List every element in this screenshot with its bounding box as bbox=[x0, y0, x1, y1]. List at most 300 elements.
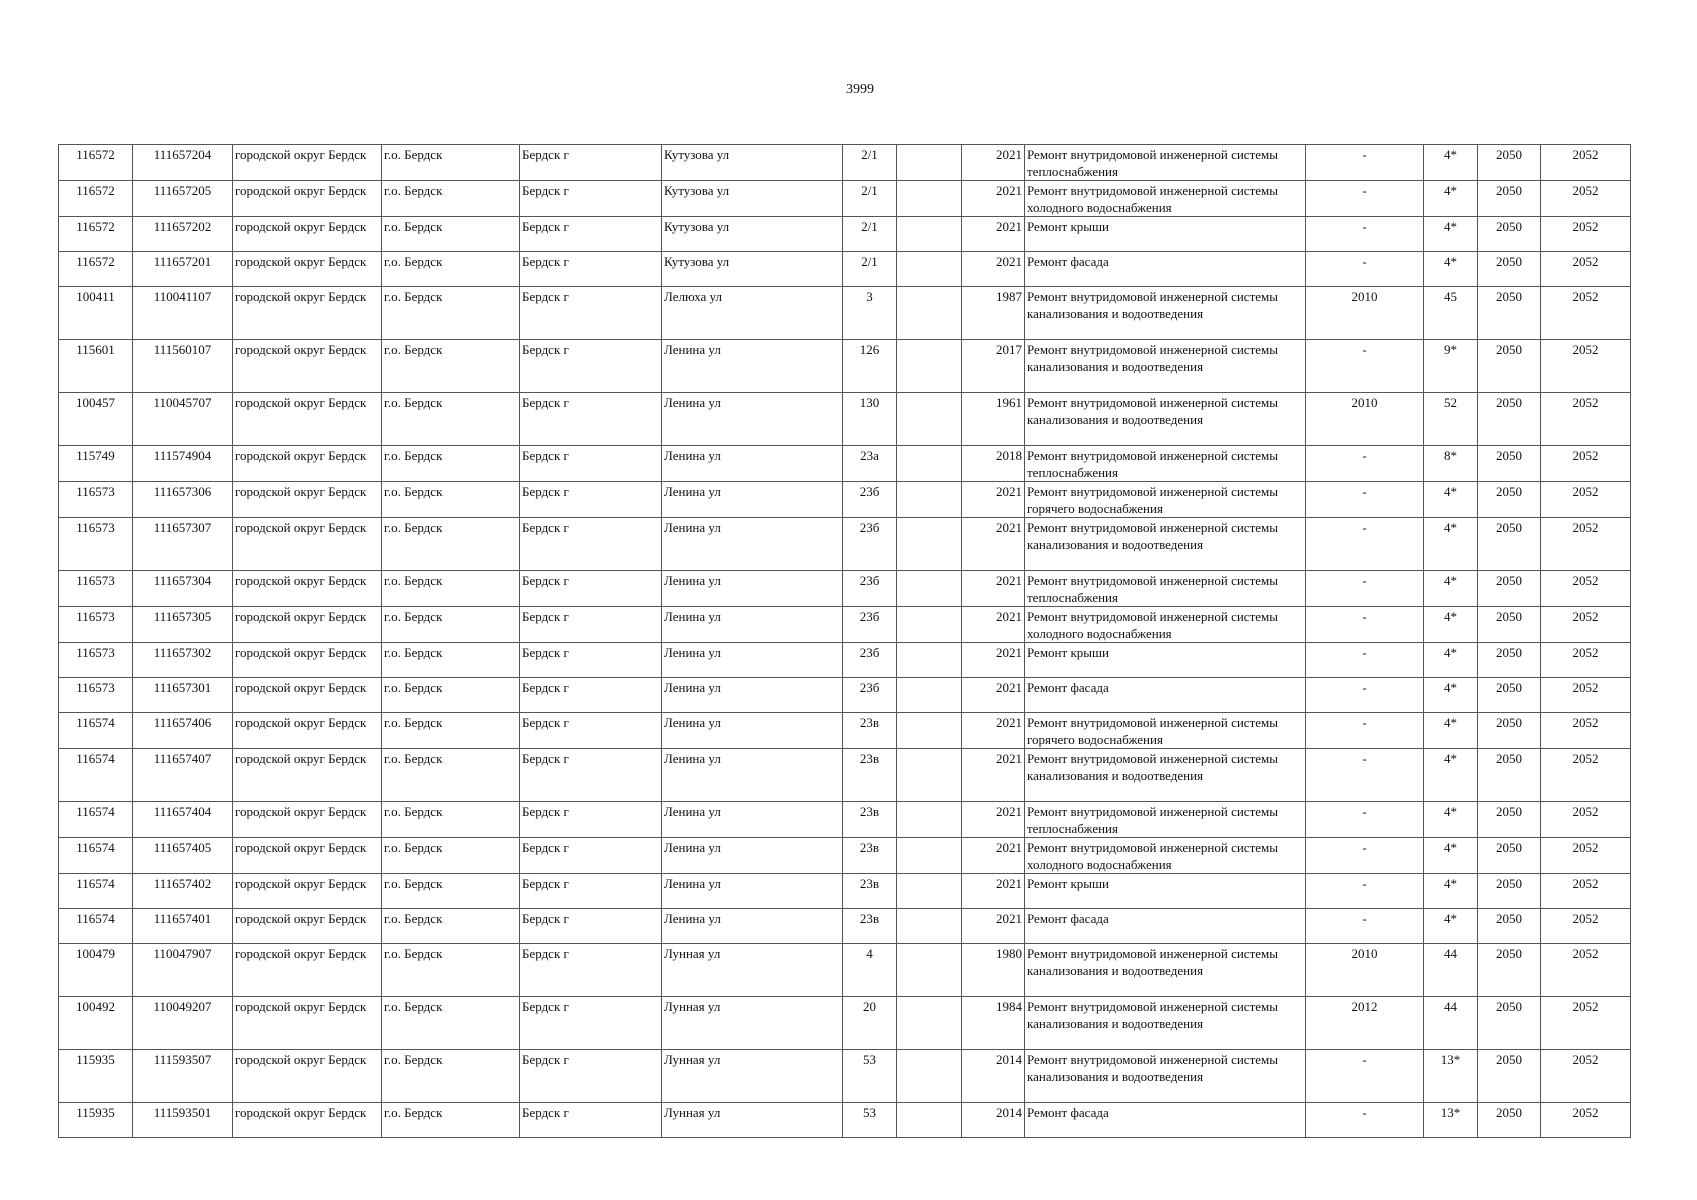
wear-cell: 4* bbox=[1424, 749, 1478, 802]
building-cell bbox=[897, 518, 962, 571]
wear-cell: 4* bbox=[1424, 482, 1478, 518]
locality-cell: Бердск г bbox=[520, 713, 662, 749]
locality-cell: Бердск г bbox=[520, 909, 662, 944]
district-cell: г.о. Бердск bbox=[382, 874, 520, 909]
house-id-cell: 116574 bbox=[59, 838, 133, 874]
work-id-cell: 111657405 bbox=[133, 838, 233, 874]
commission-year-cell: 1980 bbox=[962, 944, 1025, 997]
house-id-cell: 100457 bbox=[59, 393, 133, 446]
work-id-cell: 110045707 bbox=[133, 393, 233, 446]
commission-year-cell: 2017 bbox=[962, 340, 1025, 393]
building-cell bbox=[897, 678, 962, 713]
commission-year-cell: 2014 bbox=[962, 1050, 1025, 1103]
commission-year-cell: 2021 bbox=[962, 838, 1025, 874]
house-id-cell: 116573 bbox=[59, 571, 133, 607]
plan-year-start-cell: 2050 bbox=[1478, 678, 1541, 713]
district-cell: г.о. Бердск bbox=[382, 181, 520, 217]
table-row bbox=[59, 145, 1631, 181]
plan-year-end-cell: 2052 bbox=[1541, 997, 1631, 1050]
district-cell: г.о. Бердск bbox=[382, 909, 520, 944]
work-type-cell: Ремонт внутридомовой инженерной системы канализования и водоотведения bbox=[1025, 340, 1306, 393]
house-id-cell: 116572 bbox=[59, 217, 133, 252]
last-repair-year-cell: 2010 bbox=[1306, 393, 1424, 446]
municipality-cell: городской округ Бердск bbox=[233, 749, 382, 802]
house-number-cell: 23б bbox=[843, 643, 897, 678]
building-cell bbox=[897, 252, 962, 287]
street-cell: Лунная ул bbox=[662, 997, 843, 1050]
work-id-cell: 111657201 bbox=[133, 252, 233, 287]
locality-cell: Бердск г bbox=[520, 1050, 662, 1103]
plan-year-start-cell: 2050 bbox=[1478, 749, 1541, 802]
street-cell: Кутузова ул bbox=[662, 181, 843, 217]
work-id-cell: 111593501 bbox=[133, 1103, 233, 1138]
municipality-cell: городской округ Бердск bbox=[233, 678, 382, 713]
last-repair-year-cell: - bbox=[1306, 446, 1424, 482]
district-cell: г.о. Бердск bbox=[382, 997, 520, 1050]
last-repair-year-cell: - bbox=[1306, 217, 1424, 252]
work-type-cell: Ремонт внутридомовой инженерной системы теплоснабжения bbox=[1025, 571, 1306, 607]
street-cell: Ленина ул bbox=[662, 446, 843, 482]
building-cell bbox=[897, 1103, 962, 1138]
plan-year-end-cell: 2052 bbox=[1541, 217, 1631, 252]
house-number-cell: 53 bbox=[843, 1050, 897, 1103]
plan-year-start-cell: 2050 bbox=[1478, 802, 1541, 838]
table-row bbox=[59, 874, 1631, 909]
table-row bbox=[59, 446, 1631, 482]
house-number-cell: 2/1 bbox=[843, 217, 897, 252]
building-cell bbox=[897, 393, 962, 446]
district-cell: г.о. Бердск bbox=[382, 340, 520, 393]
house-number-cell: 130 bbox=[843, 393, 897, 446]
street-cell: Лунная ул bbox=[662, 1103, 843, 1138]
municipality-cell: городской округ Бердск bbox=[233, 838, 382, 874]
work-type-cell: Ремонт внутридомовой инженерной системы горячего водоснабжения bbox=[1025, 482, 1306, 518]
wear-cell: 4* bbox=[1424, 145, 1478, 181]
work-type-cell: Ремонт внутридомовой инженерной системы теплоснабжения bbox=[1025, 145, 1306, 181]
district-cell: г.о. Бердск bbox=[382, 393, 520, 446]
house-number-cell: 23б bbox=[843, 482, 897, 518]
works-register-table bbox=[58, 144, 1631, 1138]
municipality-cell: городской округ Бердск bbox=[233, 1050, 382, 1103]
plan-year-end-cell: 2052 bbox=[1541, 1050, 1631, 1103]
table-row bbox=[59, 217, 1631, 252]
wear-cell: 45 bbox=[1424, 287, 1478, 340]
wear-cell: 4* bbox=[1424, 571, 1478, 607]
house-number-cell: 23б bbox=[843, 678, 897, 713]
table-row bbox=[59, 252, 1631, 287]
plan-year-start-cell: 2050 bbox=[1478, 713, 1541, 749]
locality-cell: Бердск г bbox=[520, 944, 662, 997]
last-repair-year-cell: 2010 bbox=[1306, 287, 1424, 340]
plan-year-start-cell: 2050 bbox=[1478, 181, 1541, 217]
table-row bbox=[59, 909, 1631, 944]
commission-year-cell: 2021 bbox=[962, 802, 1025, 838]
work-type-cell: Ремонт внутридомовой инженерной системы канализования и водоотведения bbox=[1025, 393, 1306, 446]
plan-year-start-cell: 2050 bbox=[1478, 252, 1541, 287]
wear-cell: 4* bbox=[1424, 607, 1478, 643]
plan-year-end-cell: 2052 bbox=[1541, 944, 1631, 997]
plan-year-end-cell: 2052 bbox=[1541, 340, 1631, 393]
street-cell: Ленина ул bbox=[662, 643, 843, 678]
table-row bbox=[59, 643, 1631, 678]
building-cell bbox=[897, 643, 962, 678]
wear-cell: 9* bbox=[1424, 340, 1478, 393]
street-cell: Кутузова ул bbox=[662, 145, 843, 181]
wear-cell: 4* bbox=[1424, 181, 1478, 217]
building-cell bbox=[897, 217, 962, 252]
district-cell: г.о. Бердск bbox=[382, 944, 520, 997]
work-type-cell: Ремонт внутридомовой инженерной системы канализования и водоотведения bbox=[1025, 287, 1306, 340]
house-number-cell: 23а bbox=[843, 446, 897, 482]
house-number-cell: 23в bbox=[843, 749, 897, 802]
work-id-cell: 111657204 bbox=[133, 145, 233, 181]
work-type-cell: Ремонт фасада bbox=[1025, 678, 1306, 713]
house-id-cell: 116573 bbox=[59, 518, 133, 571]
table-row bbox=[59, 518, 1631, 571]
street-cell: Ленина ул bbox=[662, 713, 843, 749]
commission-year-cell: 1961 bbox=[962, 393, 1025, 446]
municipality-cell: городской округ Бердск bbox=[233, 944, 382, 997]
building-cell bbox=[897, 145, 962, 181]
district-cell: г.о. Бердск bbox=[382, 643, 520, 678]
street-cell: Лелюха ул bbox=[662, 287, 843, 340]
work-type-cell: Ремонт внутридомовой инженерной системы холодного водоснабжения bbox=[1025, 607, 1306, 643]
district-cell: г.о. Бердск bbox=[382, 607, 520, 643]
work-type-cell: Ремонт крыши bbox=[1025, 217, 1306, 252]
locality-cell: Бердск г bbox=[520, 145, 662, 181]
wear-cell: 4* bbox=[1424, 909, 1478, 944]
work-type-cell: Ремонт внутридомовой инженерной системы теплоснабжения bbox=[1025, 446, 1306, 482]
plan-year-start-cell: 2050 bbox=[1478, 518, 1541, 571]
plan-year-start-cell: 2050 bbox=[1478, 446, 1541, 482]
locality-cell: Бердск г bbox=[520, 874, 662, 909]
locality-cell: Бердск г bbox=[520, 607, 662, 643]
plan-year-start-cell: 2050 bbox=[1478, 1103, 1541, 1138]
work-id-cell: 111657302 bbox=[133, 643, 233, 678]
work-id-cell: 111560107 bbox=[133, 340, 233, 393]
table-row bbox=[59, 802, 1631, 838]
commission-year-cell: 1984 bbox=[962, 997, 1025, 1050]
locality-cell: Бердск г bbox=[520, 838, 662, 874]
work-id-cell: 111657406 bbox=[133, 713, 233, 749]
street-cell: Кутузова ул bbox=[662, 252, 843, 287]
locality-cell: Бердск г bbox=[520, 217, 662, 252]
commission-year-cell: 2021 bbox=[962, 909, 1025, 944]
street-cell: Ленина ул bbox=[662, 393, 843, 446]
house-number-cell: 23б bbox=[843, 571, 897, 607]
plan-year-end-cell: 2052 bbox=[1541, 838, 1631, 874]
house-number-cell: 23в bbox=[843, 802, 897, 838]
table-body bbox=[59, 145, 1631, 1138]
table-row bbox=[59, 287, 1631, 340]
table-row bbox=[59, 997, 1631, 1050]
commission-year-cell: 2021 bbox=[962, 643, 1025, 678]
wear-cell: 8* bbox=[1424, 446, 1478, 482]
plan-year-end-cell: 2052 bbox=[1541, 678, 1631, 713]
street-cell: Ленина ул bbox=[662, 340, 843, 393]
municipality-cell: городской округ Бердск bbox=[233, 518, 382, 571]
commission-year-cell: 2021 bbox=[962, 713, 1025, 749]
street-cell: Ленина ул bbox=[662, 518, 843, 571]
building-cell bbox=[897, 749, 962, 802]
municipality-cell: городской округ Бердск bbox=[233, 287, 382, 340]
locality-cell: Бердск г bbox=[520, 643, 662, 678]
house-id-cell: 116572 bbox=[59, 181, 133, 217]
plan-year-start-cell: 2050 bbox=[1478, 874, 1541, 909]
work-type-cell: Ремонт внутридомовой инженерной системы канализования и водоотведения bbox=[1025, 997, 1306, 1050]
locality-cell: Бердск г bbox=[520, 1103, 662, 1138]
district-cell: г.о. Бердск bbox=[382, 802, 520, 838]
work-id-cell: 111657202 bbox=[133, 217, 233, 252]
house-number-cell: 23в bbox=[843, 713, 897, 749]
house-id-cell: 116574 bbox=[59, 713, 133, 749]
locality-cell: Бердск г bbox=[520, 446, 662, 482]
wear-cell: 4* bbox=[1424, 217, 1478, 252]
plan-year-end-cell: 2052 bbox=[1541, 571, 1631, 607]
commission-year-cell: 2021 bbox=[962, 482, 1025, 518]
commission-year-cell: 2021 bbox=[962, 518, 1025, 571]
plan-year-end-cell: 2052 bbox=[1541, 607, 1631, 643]
wear-cell: 44 bbox=[1424, 997, 1478, 1050]
last-repair-year-cell: - bbox=[1306, 607, 1424, 643]
locality-cell: Бердск г bbox=[520, 482, 662, 518]
plan-year-start-cell: 2050 bbox=[1478, 944, 1541, 997]
house-id-cell: 116572 bbox=[59, 145, 133, 181]
house-number-cell: 23б bbox=[843, 607, 897, 643]
plan-year-end-cell: 2052 bbox=[1541, 874, 1631, 909]
work-type-cell: Ремонт фасада bbox=[1025, 252, 1306, 287]
building-cell bbox=[897, 944, 962, 997]
locality-cell: Бердск г bbox=[520, 340, 662, 393]
plan-year-end-cell: 2052 bbox=[1541, 482, 1631, 518]
locality-cell: Бердск г bbox=[520, 393, 662, 446]
locality-cell: Бердск г bbox=[520, 802, 662, 838]
district-cell: г.о. Бердск bbox=[382, 252, 520, 287]
building-cell bbox=[897, 909, 962, 944]
plan-year-start-cell: 2050 bbox=[1478, 482, 1541, 518]
work-id-cell: 111574904 bbox=[133, 446, 233, 482]
table-row bbox=[59, 393, 1631, 446]
work-id-cell: 111657404 bbox=[133, 802, 233, 838]
building-cell bbox=[897, 181, 962, 217]
municipality-cell: городской округ Бердск bbox=[233, 802, 382, 838]
municipality-cell: городской округ Бердск bbox=[233, 909, 382, 944]
table-row bbox=[59, 607, 1631, 643]
building-cell bbox=[897, 482, 962, 518]
house-id-cell: 116574 bbox=[59, 802, 133, 838]
house-number-cell: 23в bbox=[843, 838, 897, 874]
building-cell bbox=[897, 607, 962, 643]
work-id-cell: 111657205 bbox=[133, 181, 233, 217]
work-id-cell: 111657305 bbox=[133, 607, 233, 643]
table-row bbox=[59, 838, 1631, 874]
commission-year-cell: 2021 bbox=[962, 571, 1025, 607]
house-id-cell: 100411 bbox=[59, 287, 133, 340]
locality-cell: Бердск г bbox=[520, 287, 662, 340]
commission-year-cell: 2021 bbox=[962, 252, 1025, 287]
work-id-cell: 111657407 bbox=[133, 749, 233, 802]
commission-year-cell: 2021 bbox=[962, 607, 1025, 643]
last-repair-year-cell: - bbox=[1306, 1050, 1424, 1103]
locality-cell: Бердск г bbox=[520, 571, 662, 607]
plan-year-start-cell: 2050 bbox=[1478, 571, 1541, 607]
house-id-cell: 116574 bbox=[59, 909, 133, 944]
last-repair-year-cell: - bbox=[1306, 713, 1424, 749]
plan-year-end-cell: 2052 bbox=[1541, 1103, 1631, 1138]
house-number-cell: 2/1 bbox=[843, 252, 897, 287]
last-repair-year-cell: - bbox=[1306, 252, 1424, 287]
plan-year-end-cell: 2052 bbox=[1541, 802, 1631, 838]
last-repair-year-cell: - bbox=[1306, 643, 1424, 678]
municipality-cell: городской округ Бердск bbox=[233, 571, 382, 607]
table-row bbox=[59, 181, 1631, 217]
municipality-cell: городской округ Бердск bbox=[233, 607, 382, 643]
plan-year-start-cell: 2050 bbox=[1478, 607, 1541, 643]
table-row bbox=[59, 678, 1631, 713]
work-type-cell: Ремонт внутридомовой инженерной системы канализования и водоотведения bbox=[1025, 749, 1306, 802]
street-cell: Кутузова ул bbox=[662, 217, 843, 252]
house-id-cell: 100492 bbox=[59, 997, 133, 1050]
building-cell bbox=[897, 874, 962, 909]
locality-cell: Бердск г bbox=[520, 518, 662, 571]
wear-cell: 13* bbox=[1424, 1050, 1478, 1103]
house-number-cell: 4 bbox=[843, 944, 897, 997]
house-number-cell: 20 bbox=[843, 997, 897, 1050]
plan-year-start-cell: 2050 bbox=[1478, 909, 1541, 944]
last-repair-year-cell: - bbox=[1306, 749, 1424, 802]
house-id-cell: 116574 bbox=[59, 749, 133, 802]
house-id-cell: 115935 bbox=[59, 1050, 133, 1103]
last-repair-year-cell: - bbox=[1306, 340, 1424, 393]
wear-cell: 4* bbox=[1424, 518, 1478, 571]
building-cell bbox=[897, 1050, 962, 1103]
work-id-cell: 111657307 bbox=[133, 518, 233, 571]
municipality-cell: городской округ Бердск bbox=[233, 252, 382, 287]
work-id-cell: 111657306 bbox=[133, 482, 233, 518]
plan-year-start-cell: 2050 bbox=[1478, 287, 1541, 340]
plan-year-start-cell: 2050 bbox=[1478, 145, 1541, 181]
house-id-cell: 115935 bbox=[59, 1103, 133, 1138]
commission-year-cell: 2021 bbox=[962, 874, 1025, 909]
plan-year-end-cell: 2052 bbox=[1541, 393, 1631, 446]
municipality-cell: городской округ Бердск bbox=[233, 482, 382, 518]
table-row bbox=[59, 944, 1631, 997]
district-cell: г.о. Бердск bbox=[382, 482, 520, 518]
district-cell: г.о. Бердск bbox=[382, 446, 520, 482]
house-id-cell: 116573 bbox=[59, 482, 133, 518]
building-cell bbox=[897, 287, 962, 340]
municipality-cell: городской округ Бердск bbox=[233, 145, 382, 181]
district-cell: г.о. Бердск bbox=[382, 1103, 520, 1138]
work-type-cell: Ремонт крыши bbox=[1025, 874, 1306, 909]
building-cell bbox=[897, 446, 962, 482]
last-repair-year-cell: - bbox=[1306, 145, 1424, 181]
house-id-cell: 116573 bbox=[59, 607, 133, 643]
district-cell: г.о. Бердск bbox=[382, 571, 520, 607]
building-cell bbox=[897, 340, 962, 393]
commission-year-cell: 2021 bbox=[962, 145, 1025, 181]
municipality-cell: городской округ Бердск bbox=[233, 997, 382, 1050]
work-type-cell: Ремонт фасада bbox=[1025, 909, 1306, 944]
work-id-cell: 111657304 bbox=[133, 571, 233, 607]
work-id-cell: 111657301 bbox=[133, 678, 233, 713]
locality-cell: Бердск г bbox=[520, 997, 662, 1050]
municipality-cell: городской округ Бердск bbox=[233, 181, 382, 217]
house-id-cell: 116572 bbox=[59, 252, 133, 287]
plan-year-end-cell: 2052 bbox=[1541, 713, 1631, 749]
wear-cell: 4* bbox=[1424, 802, 1478, 838]
street-cell: Ленина ул bbox=[662, 482, 843, 518]
municipality-cell: городской округ Бердск bbox=[233, 713, 382, 749]
street-cell: Ленина ул bbox=[662, 874, 843, 909]
work-type-cell: Ремонт внутридомовой инженерной системы канализования и водоотведения bbox=[1025, 518, 1306, 571]
last-repair-year-cell: - bbox=[1306, 482, 1424, 518]
plan-year-end-cell: 2052 bbox=[1541, 287, 1631, 340]
last-repair-year-cell: - bbox=[1306, 874, 1424, 909]
building-cell bbox=[897, 997, 962, 1050]
work-id-cell: 110041107 bbox=[133, 287, 233, 340]
municipality-cell: городской округ Бердск bbox=[233, 874, 382, 909]
house-number-cell: 53 bbox=[843, 1103, 897, 1138]
street-cell: Лунная ул bbox=[662, 1050, 843, 1103]
wear-cell: 4* bbox=[1424, 252, 1478, 287]
house-id-cell: 115601 bbox=[59, 340, 133, 393]
wear-cell: 4* bbox=[1424, 713, 1478, 749]
house-number-cell: 126 bbox=[843, 340, 897, 393]
commission-year-cell: 1987 bbox=[962, 287, 1025, 340]
plan-year-end-cell: 2052 bbox=[1541, 181, 1631, 217]
last-repair-year-cell: - bbox=[1306, 518, 1424, 571]
house-number-cell: 23б bbox=[843, 518, 897, 571]
municipality-cell: городской округ Бердск bbox=[233, 1103, 382, 1138]
work-type-cell: Ремонт крыши bbox=[1025, 643, 1306, 678]
house-number-cell: 23в bbox=[843, 874, 897, 909]
municipality-cell: городской округ Бердск bbox=[233, 393, 382, 446]
locality-cell: Бердск г bbox=[520, 252, 662, 287]
district-cell: г.о. Бердск bbox=[382, 217, 520, 252]
work-type-cell: Ремонт внутридомовой инженерной системы холодного водоснабжения bbox=[1025, 838, 1306, 874]
district-cell: г.о. Бердск bbox=[382, 518, 520, 571]
last-repair-year-cell: - bbox=[1306, 802, 1424, 838]
wear-cell: 4* bbox=[1424, 838, 1478, 874]
plan-year-end-cell: 2052 bbox=[1541, 643, 1631, 678]
last-repair-year-cell: - bbox=[1306, 1103, 1424, 1138]
last-repair-year-cell: - bbox=[1306, 571, 1424, 607]
plan-year-end-cell: 2052 bbox=[1541, 145, 1631, 181]
last-repair-year-cell: 2010 bbox=[1306, 944, 1424, 997]
page-number: 3999 bbox=[846, 82, 874, 97]
plan-year-end-cell: 2052 bbox=[1541, 749, 1631, 802]
plan-year-start-cell: 2050 bbox=[1478, 393, 1541, 446]
work-type-cell: Ремонт фасада bbox=[1025, 1103, 1306, 1138]
plan-year-start-cell: 2050 bbox=[1478, 1050, 1541, 1103]
district-cell: г.о. Бердск bbox=[382, 838, 520, 874]
wear-cell: 44 bbox=[1424, 944, 1478, 997]
work-id-cell: 110047907 bbox=[133, 944, 233, 997]
house-number-cell: 2/1 bbox=[843, 181, 897, 217]
table-row bbox=[59, 340, 1631, 393]
building-cell bbox=[897, 838, 962, 874]
table-row bbox=[59, 482, 1631, 518]
last-repair-year-cell: - bbox=[1306, 838, 1424, 874]
building-cell bbox=[897, 713, 962, 749]
plan-year-start-cell: 2050 bbox=[1478, 643, 1541, 678]
house-id-cell: 100479 bbox=[59, 944, 133, 997]
street-cell: Ленина ул bbox=[662, 749, 843, 802]
last-repair-year-cell: - bbox=[1306, 909, 1424, 944]
commission-year-cell: 2021 bbox=[962, 217, 1025, 252]
wear-cell: 4* bbox=[1424, 643, 1478, 678]
